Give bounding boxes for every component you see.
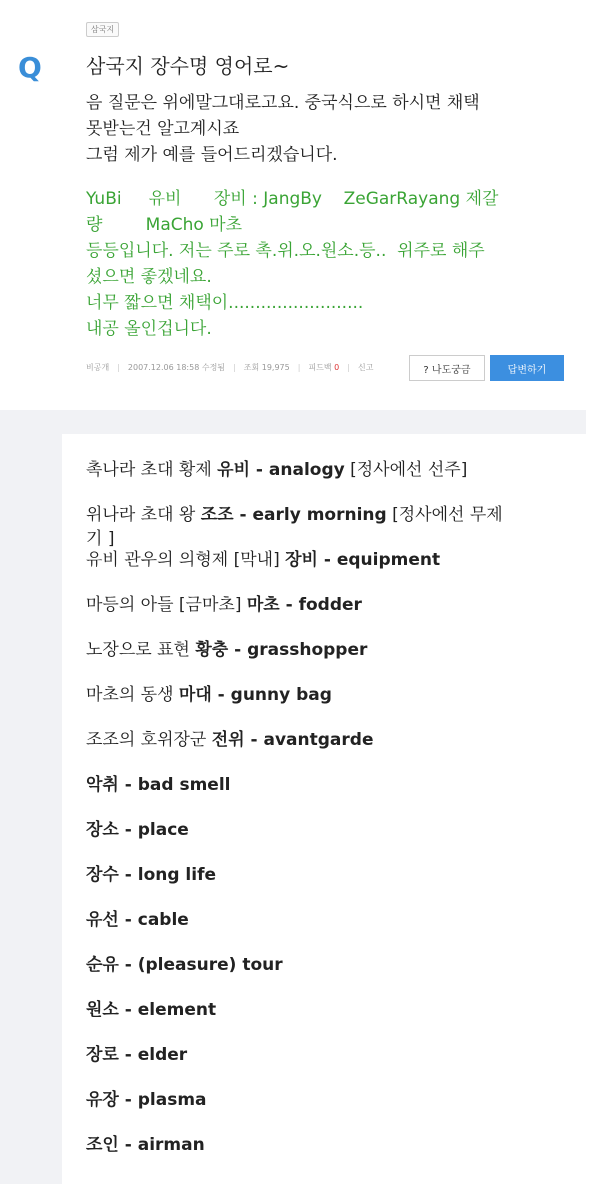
answer-description: 마초의 동생 bbox=[86, 685, 179, 705]
answer-line bbox=[86, 1133, 205, 1157]
meta-divider: | bbox=[233, 363, 236, 372]
answer-card bbox=[62, 434, 586, 1184]
answer-term: 장비 - equipment bbox=[285, 550, 441, 570]
answer-term: 장수 - long life bbox=[86, 865, 217, 885]
answer-term: 장소 - place bbox=[86, 820, 189, 840]
question-body-line: 음 질문은 위에말그대로고요. 중국식으로 하시면 채택 bbox=[86, 93, 480, 113]
answer-line bbox=[86, 998, 216, 1022]
meta-divider: | bbox=[117, 363, 120, 372]
answer-line bbox=[86, 593, 362, 617]
answer-term: 전위 - avantgarde bbox=[211, 730, 374, 750]
highlight-line: 등등입니다. 저는 주로 촉.위.오.원소.등.. 위주로 해주 bbox=[86, 241, 485, 261]
answer-term: 조인 - airman bbox=[86, 1135, 205, 1155]
highlight-line: 너무 짧으면 채택이......................... bbox=[86, 293, 364, 313]
answer-term: 원소 - element bbox=[86, 1000, 217, 1020]
answer-line bbox=[86, 458, 467, 482]
answer-description: 위나라 초대 왕 bbox=[86, 505, 201, 525]
answer-term: 마대 - gunny bag bbox=[178, 685, 332, 705]
question-body-line: 못받는건 알고계시죠 bbox=[86, 119, 240, 139]
answer-line bbox=[86, 638, 367, 662]
answer-line bbox=[86, 773, 230, 797]
question-highlight-text bbox=[86, 186, 566, 342]
highlight-line: 내공 올인겁니다. bbox=[86, 319, 212, 339]
meta-divider: | bbox=[347, 363, 350, 372]
question-body-line: 그럼 제가 예를 들어드리겠습니다. bbox=[86, 145, 338, 165]
category-tag[interactable]: 삼국지 bbox=[86, 22, 119, 37]
question-q-icon: Q bbox=[18, 51, 42, 84]
report-link[interactable]: 신고 bbox=[357, 363, 374, 372]
answer-note: [정사에선 무제 bbox=[386, 505, 503, 525]
question-title: 삼국지 장수명 영어로~ bbox=[86, 54, 290, 78]
question-section bbox=[0, 0, 600, 400]
answer-term: 장로 - elder bbox=[86, 1045, 188, 1065]
feedback-link[interactable] bbox=[308, 362, 339, 373]
highlight-line: YuBi 유비 장비 : JangBy ZeGarRayang 제갈 bbox=[86, 189, 499, 209]
answer-term: 유선 - cable bbox=[86, 910, 189, 930]
answer-line bbox=[86, 953, 283, 977]
answer-button[interactable]: 답변하기 bbox=[490, 355, 564, 381]
answer-line bbox=[86, 908, 189, 932]
answer-description: 조조의 호위장군 bbox=[86, 730, 212, 750]
answer-term: 마초 - fodder bbox=[246, 595, 362, 615]
answer-term: 순유 - (pleasure) tour bbox=[86, 955, 283, 975]
answer-line bbox=[86, 863, 216, 887]
post-date: 2007.12.06 18:58 수정됨 bbox=[127, 363, 226, 372]
answer-line-wrap: 기 ] bbox=[86, 529, 115, 549]
answer-description: 노장으로 표현 bbox=[86, 640, 196, 660]
answer-line bbox=[86, 728, 373, 752]
answer-line bbox=[86, 1088, 207, 1112]
answer-description: 촉나라 초대 황제 bbox=[86, 460, 218, 480]
answer-line bbox=[86, 1043, 187, 1067]
me-too-curious-button[interactable]: ? 나도궁금 bbox=[409, 355, 485, 381]
answer-term: 유장 - plasma bbox=[86, 1090, 207, 1110]
author: 비공개 bbox=[86, 363, 110, 372]
answer-term: 악취 - bad smell bbox=[86, 775, 231, 795]
answer-term: 조조 - early morning bbox=[200, 505, 387, 525]
view-count: 조회 19,975 bbox=[243, 363, 290, 372]
answer-term: 황충 - grasshopper bbox=[195, 640, 368, 660]
answer-note: [정사에선 선주] bbox=[344, 460, 468, 480]
answer-line bbox=[86, 683, 332, 707]
answer-description: 마등의 아들 [금마초] bbox=[86, 595, 247, 615]
question-meta bbox=[86, 362, 373, 373]
meta-divider: | bbox=[297, 363, 301, 372]
feedback-count: 0 bbox=[334, 363, 340, 372]
answer-description: 유비 관우의 의형제 [막내] bbox=[86, 550, 286, 570]
feedback-label: 피드백 bbox=[308, 363, 332, 372]
answer-line bbox=[86, 548, 440, 572]
answer-term: 유비 - analogy bbox=[217, 460, 345, 480]
answer-line bbox=[86, 503, 503, 527]
highlight-line: 량 MaCho 마초 bbox=[86, 215, 243, 235]
answer-line bbox=[86, 818, 189, 842]
question-body bbox=[86, 90, 566, 168]
highlight-line: 셨으면 좋겠네요. bbox=[86, 267, 212, 287]
